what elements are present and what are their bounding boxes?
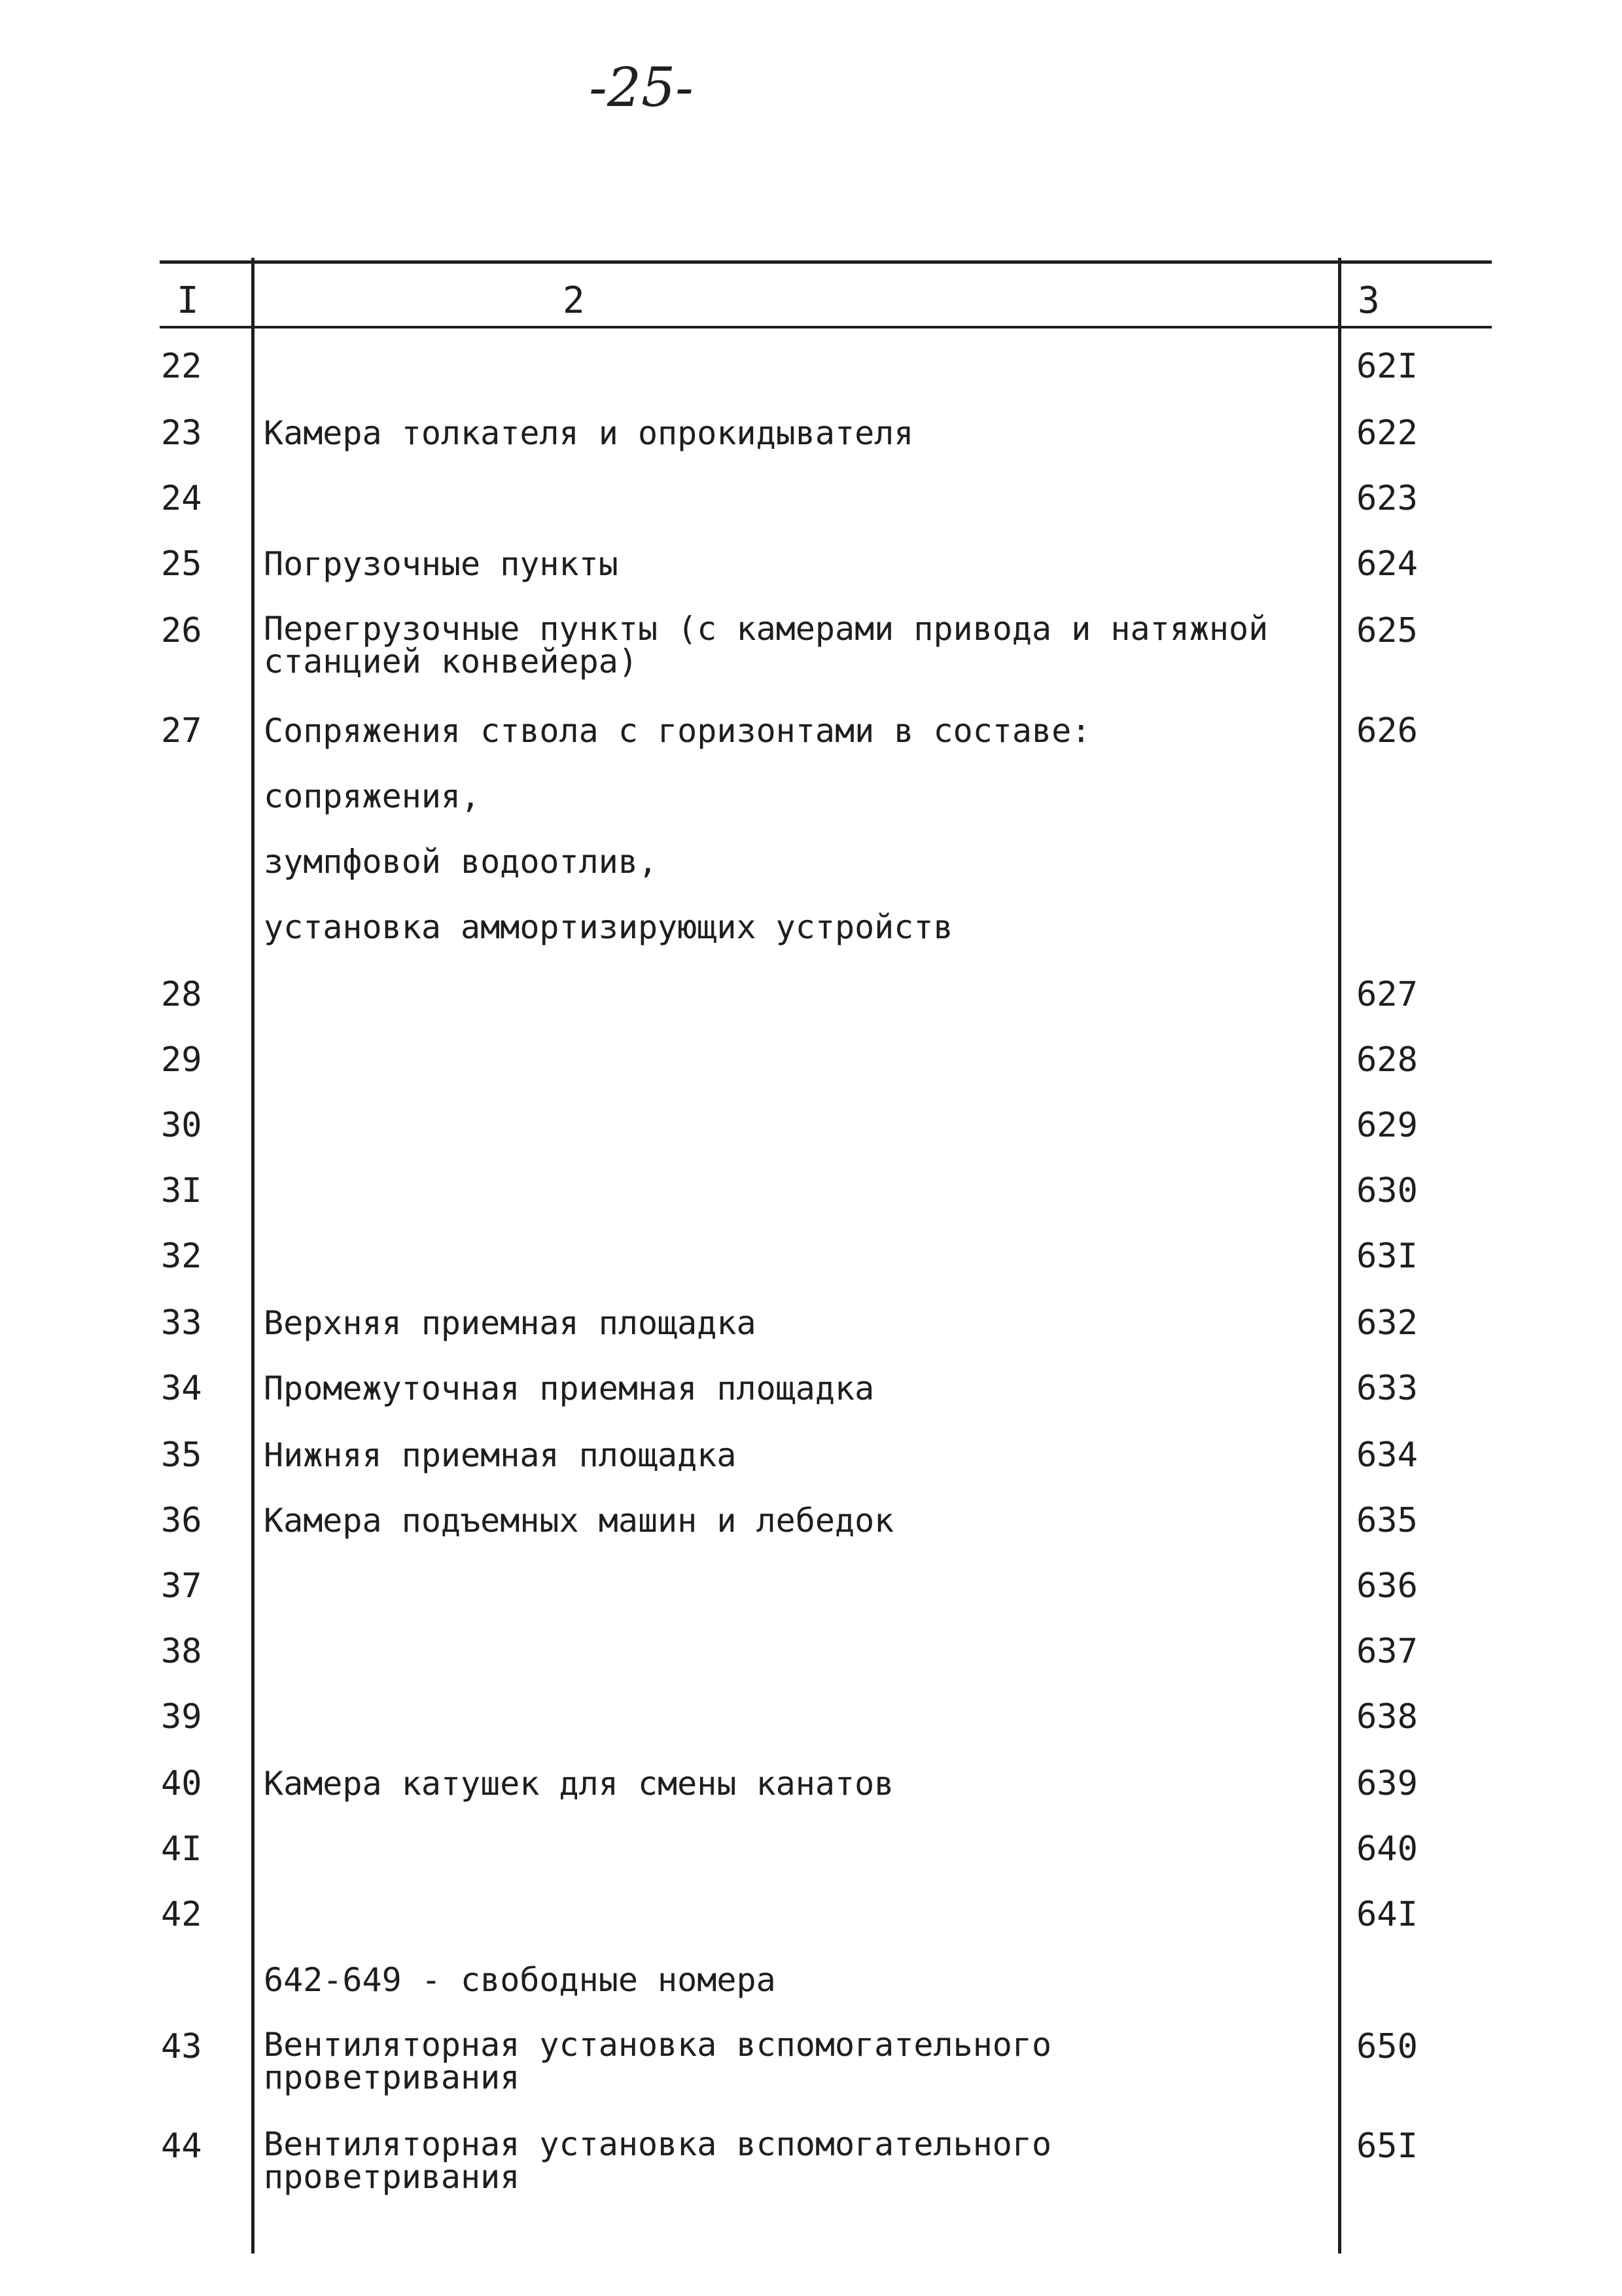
row-code: 63I [1356,1237,1418,1276]
row-number: 35 [161,1436,202,1475]
row-number: 40 [161,1764,202,1803]
row-number: 38 [161,1632,202,1671]
row-number: 39 [161,1697,202,1737]
row-code: 636 [1356,1566,1418,1606]
column-header-2: 2 [563,279,585,322]
row-description: Вентиляторная установка вспомогательного проветривания [264,2125,1052,2196]
row-code: 65I [1356,2127,1418,2166]
row-number: 37 [161,1566,202,1606]
row-code: 633 [1356,1369,1418,1408]
row-number: 42 [161,1895,202,1934]
row-code: 639 [1356,1764,1418,1803]
row-description: Камера толкателя и опрокидывателя [264,414,914,452]
row-number: 3I [161,1171,202,1210]
row-code: 629 [1356,1106,1418,1145]
row-number: 36 [161,1501,202,1540]
row-number: 33 [161,1303,202,1343]
row-description: Сопряжения ствола с горизонтами в составе: [264,712,1091,750]
row-description: установка аммортизирующих устройств [264,908,953,946]
row-code: 625 [1356,611,1418,650]
column-header-1: I [177,279,199,322]
column-header-3: 3 [1358,279,1380,322]
row-description: 642-649 - свободные номера [264,1961,776,1999]
row-number: 34 [161,1369,202,1408]
row-number: 44 [161,2127,202,2166]
row-number: 27 [161,711,202,751]
row-description: Погрузочные пункты [264,545,618,583]
row-number: 43 [161,2027,202,2066]
row-number: 4I [161,1829,202,1869]
row-code: 624 [1356,544,1418,584]
row-code: 626 [1356,711,1418,751]
row-number: 29 [161,1040,202,1080]
row-code: 622 [1356,414,1418,453]
row-number: 24 [161,479,202,518]
row-description: Перегрузочные пункты (с камерами привода и натяжной станцией конвейера) [264,610,1269,680]
row-code: 638 [1356,1697,1418,1737]
row-code: 635 [1356,1501,1418,1540]
row-number: 25 [161,544,202,584]
row-description: Промежуточная приемная площадка [264,1369,875,1407]
row-code: 623 [1356,479,1418,518]
row-number: 23 [161,414,202,453]
row-code: 634 [1356,1436,1418,1475]
row-code: 632 [1356,1303,1418,1343]
row-code: 64I [1356,1895,1418,1934]
row-description: сопряжения, [264,777,481,815]
row-code: 650 [1356,2027,1418,2066]
row-description: Верхняя приемная площадка [264,1304,756,1342]
row-description: Нижняя приемная площадка [264,1436,737,1474]
page-number: -25- [589,57,694,119]
row-code: 630 [1356,1171,1418,1210]
row-number: 22 [161,347,202,386]
row-description: Вентиляторная установка вспомогательного проветривания [264,2026,1052,2096]
row-code: 628 [1356,1040,1418,1080]
row-code: 637 [1356,1632,1418,1671]
row-description: зумпфовой водоотлив, [264,843,658,881]
row-number: 28 [161,975,202,1014]
row-description: Камера катушек для смены канатов [264,1765,894,1803]
row-number: 32 [161,1237,202,1276]
row-number: 26 [161,611,202,650]
row-code: 62I [1356,347,1418,386]
row-code: 627 [1356,975,1418,1014]
row-number: 30 [161,1106,202,1145]
row-description: Камера подъемных машин и лебедок [264,1502,894,1540]
row-code: 640 [1356,1829,1418,1869]
